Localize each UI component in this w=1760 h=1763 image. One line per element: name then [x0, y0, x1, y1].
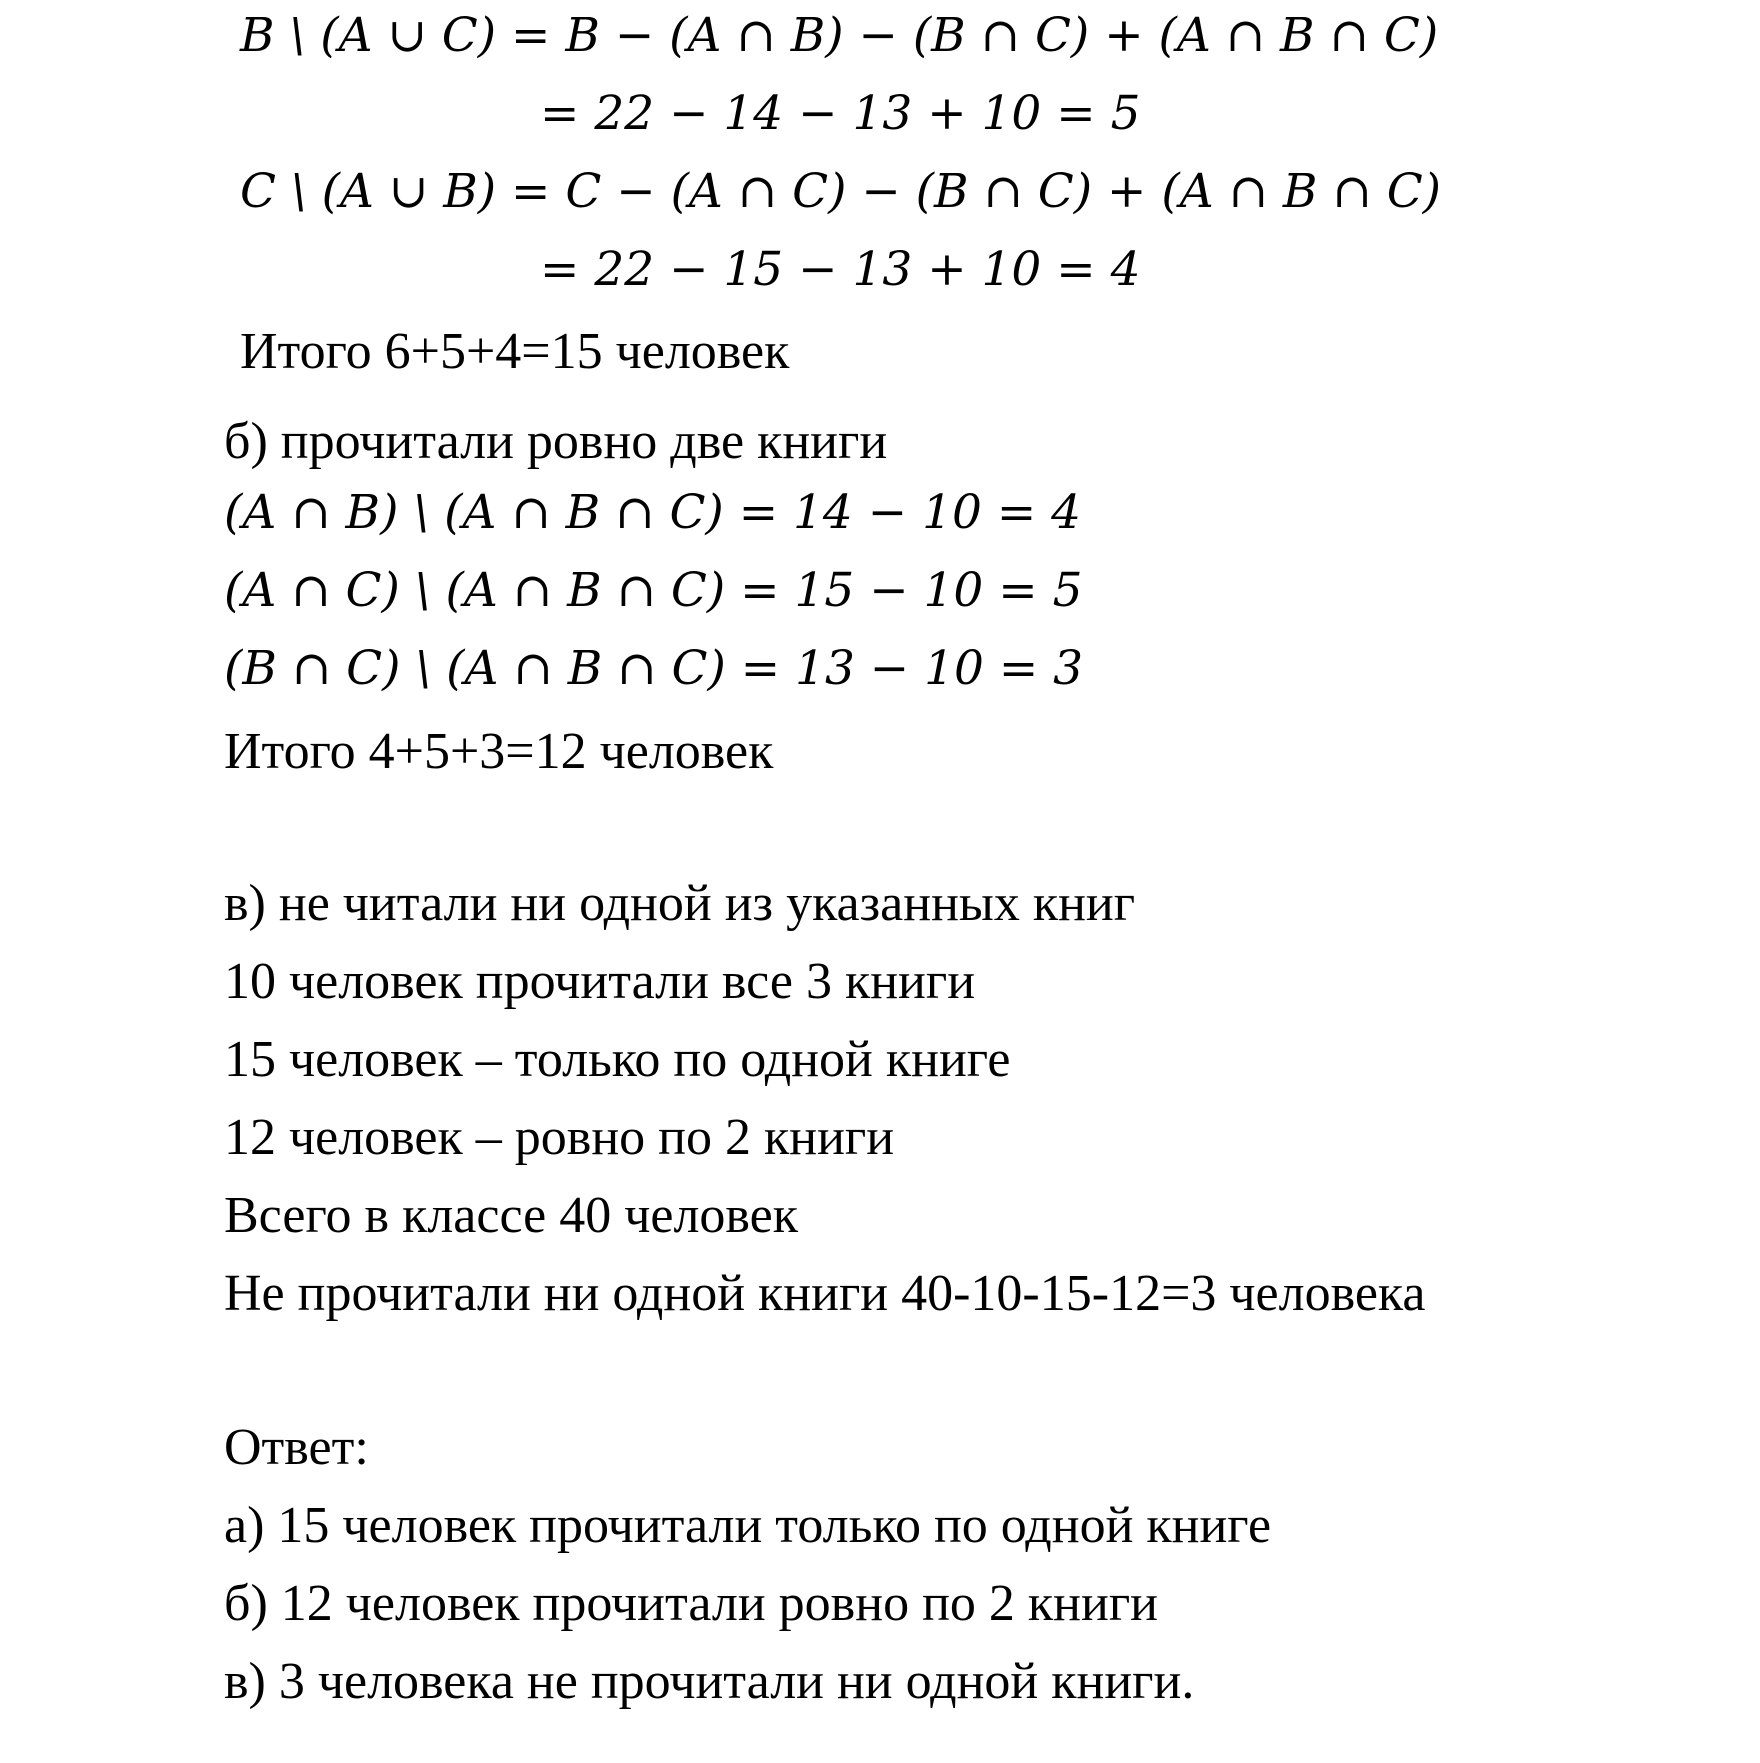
part-b-heading: б) прочитали ровно две книги [224, 413, 888, 470]
part-c-line: Всего в классе 40 человек [224, 1187, 799, 1244]
math-ab-only: (A ∩ B) \ (A ∩ B ∩ C) = 14 − 10 = 4 [224, 485, 1082, 540]
part-c-line: 10 человек прочитали все 3 книги [224, 953, 976, 1010]
part-a-total: Итого 6+5+4=15 человек [240, 323, 790, 380]
answer-item: а) 15 человек прочитали только по одной книге [224, 1497, 1272, 1554]
math-b-only-formula: B \ (A ∪ C) = B − (A ∩ B) − (B ∩ C) + (A ∩ B ∩ C) [240, 8, 1439, 63]
math-c-only-calc: = 22 − 15 − 13 + 10 = 4 [540, 242, 1141, 297]
math-bc-only: (B ∩ C) \ (A ∩ B ∩ C) = 13 − 10 = 3 [224, 641, 1084, 696]
math-c-only-formula: C \ (A ∪ B) = C − (A ∩ C) − (B ∩ C) + (A ∩ B ∩ C) [240, 164, 1442, 219]
answer-item: в) 3 человека не прочитали ни одной книги. [224, 1653, 1195, 1710]
part-c-line: 15 человек – только по одной книге [224, 1031, 1011, 1088]
part-b-total: Итого 4+5+3=12 человек [224, 723, 774, 780]
part-c-line: 12 человек – ровно по 2 книги [224, 1109, 895, 1166]
math-b-only-calc: = 22 − 14 − 13 + 10 = 5 [540, 86, 1141, 141]
answer-heading: Ответ: [224, 1419, 369, 1476]
math-ac-only: (A ∩ C) \ (A ∩ B ∩ C) = 15 − 10 = 5 [224, 563, 1083, 618]
answer-item: б) 12 человек прочитали ровно по 2 книги [224, 1575, 1158, 1632]
part-c-heading: в) не читали ни одной из указанных книг [224, 875, 1136, 932]
part-c-line: Не прочитали ни одной книги 40-10-15-12=3 человека [224, 1265, 1426, 1322]
